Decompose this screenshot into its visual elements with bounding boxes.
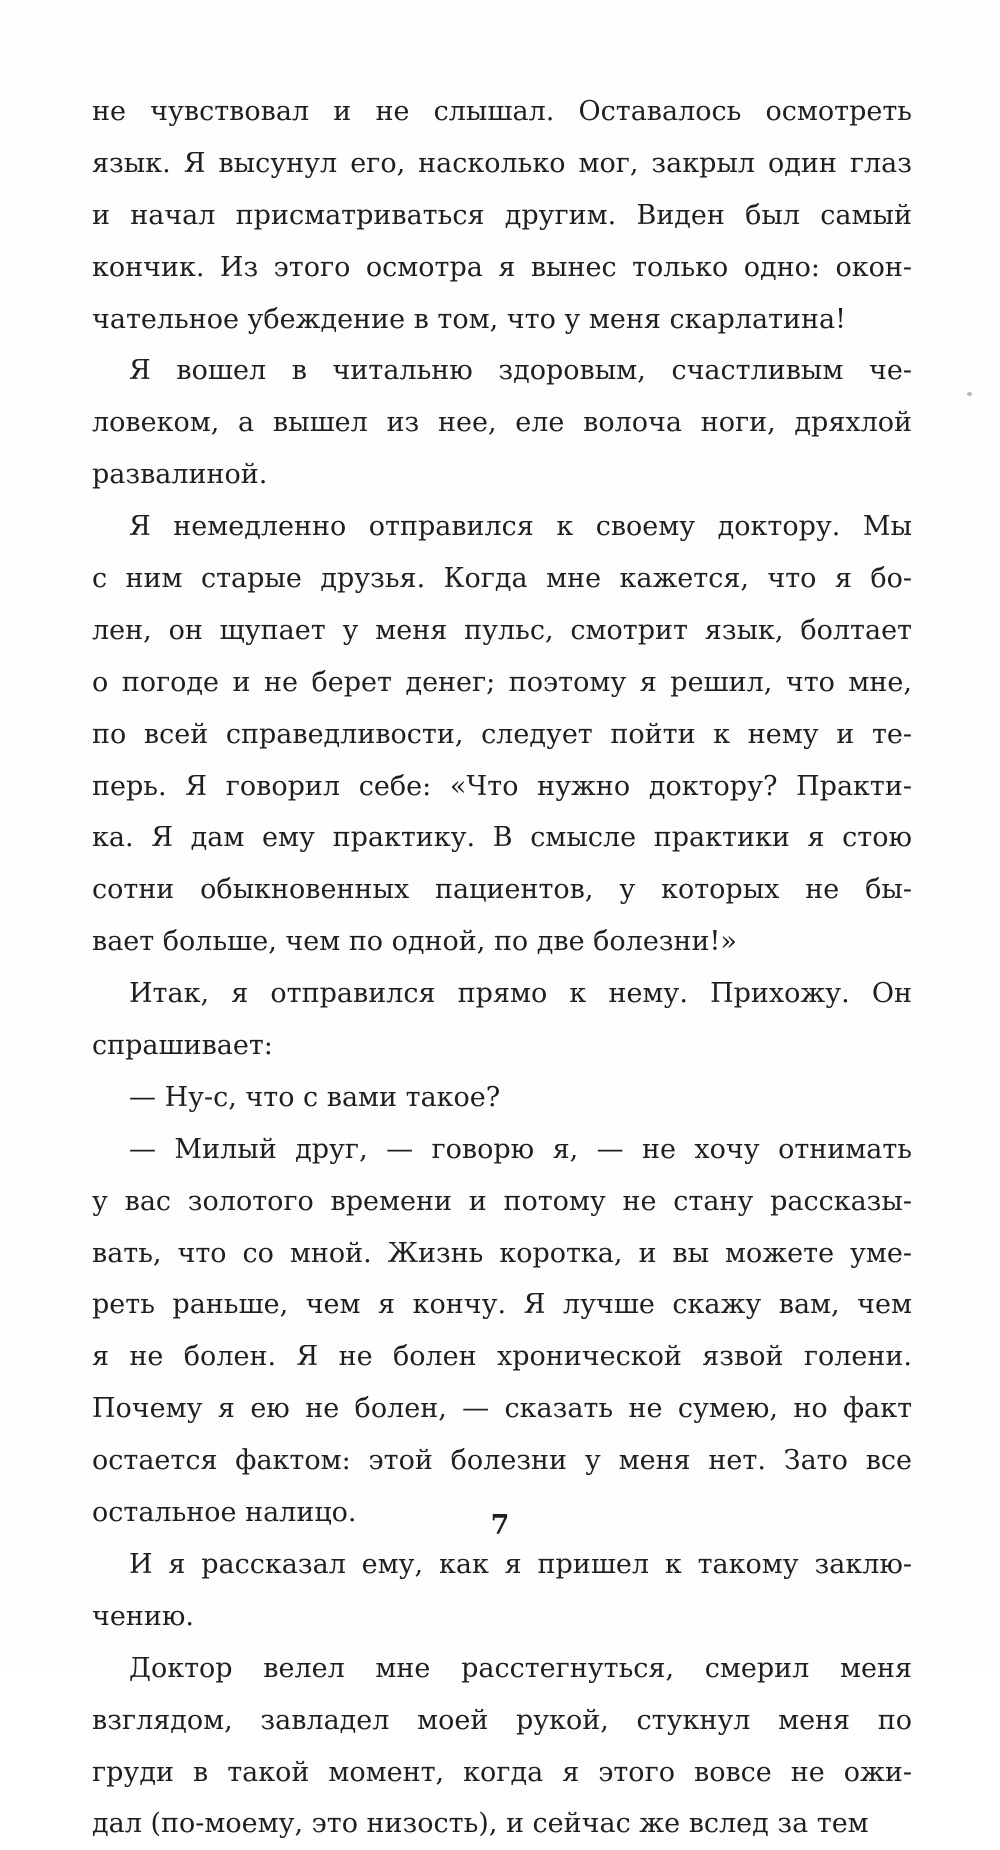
- text-line: язык. Я высунул его, насколько мог, закрыл один глаз: [92, 147, 912, 179]
- text-line: спрашивает:: [92, 1030, 273, 1062]
- text-line: сотни обыкновенных пациентов, у которых не бы-: [92, 874, 912, 906]
- body-text: [92, 86, 912, 1850]
- text-line: о погоде и не берет денег; поэтому я решил, что мне,: [92, 666, 912, 698]
- text-line: остается фактом: этой болезни у меня нет. Зато все: [92, 1445, 912, 1477]
- text-line: вает больше, чем по одной, по две болезни!»: [92, 926, 737, 958]
- text-line: развалиной.: [92, 459, 268, 491]
- text-line: груди в такой момент, когда я этого вовсе не ожи-: [92, 1756, 912, 1788]
- text-line: с ним старые друзья. Когда мне кажется, что я бо-: [92, 563, 912, 595]
- text-line: перь. Я говорил себе: «Что нужно доктору? Практи-: [92, 770, 912, 802]
- text-line: — Милый друг, — говорю я, — не хочу отнимать: [129, 1133, 912, 1165]
- text-line: Я немедленно отправился к своему доктору. Мы: [129, 511, 912, 543]
- text-line: И я рассказал ему, как я пришел к такому заклю-: [129, 1548, 912, 1580]
- text-line: чению.: [92, 1600, 194, 1632]
- text-line: — Ну-с, что с вами такое?: [129, 1081, 501, 1113]
- text-line: Почему я ею не болен, — сказать не сумею, но факт: [92, 1393, 912, 1425]
- text-line: взглядом, завладел моей рукой, стукнул меня по: [92, 1704, 912, 1736]
- text-line: дал (по-моему, это низость), и сейчас же вслед за тем: [92, 1808, 869, 1840]
- text-line: вать, что со мной. Жизнь коротка, и вы можете уме-: [92, 1237, 912, 1269]
- text-line: не чувствовал и не слышал. Оставалось осмотреть: [92, 96, 912, 127]
- text-line: остальное налицо.: [92, 1497, 357, 1529]
- text-line: ловеком, а вышел из нее, еле волоча ноги, дряхлой: [92, 407, 912, 439]
- text-line: Я вошел в читальню здоровым, счастливым че-: [129, 355, 912, 387]
- page-number: 7: [490, 1510, 510, 1541]
- text-line: кончик. Из этого осмотра я вынес только одно: окон-: [92, 251, 912, 283]
- text-line: и начал присматриваться другим. Виден был самый: [92, 199, 912, 231]
- text-line: чательное убеждение в том, что у меня скарлатина!: [92, 303, 846, 335]
- text-line: Доктор велел мне расстегнуться, смерил меня: [129, 1652, 912, 1684]
- text-line: ка. Я дам ему практику. В смысле практики я стою: [92, 822, 912, 854]
- text-line: я не болен. Я не болен хронической язвой голени.: [92, 1341, 912, 1373]
- text-line: у вас золотого времени и потому не стану рассказы-: [92, 1185, 912, 1217]
- text-line: по всей справедливости, следует пойти к нему и те-: [92, 718, 912, 750]
- text-line: лен, он щупает у меня пульс, смотрит язык, болтает: [92, 614, 912, 646]
- text-line: Итак, я отправился прямо к нему. Прихожу. Он: [129, 978, 912, 1010]
- text-line: реть раньше, чем я кончу. Я лучше скажу вам, чем: [92, 1289, 912, 1321]
- paper-speck: [967, 392, 972, 396]
